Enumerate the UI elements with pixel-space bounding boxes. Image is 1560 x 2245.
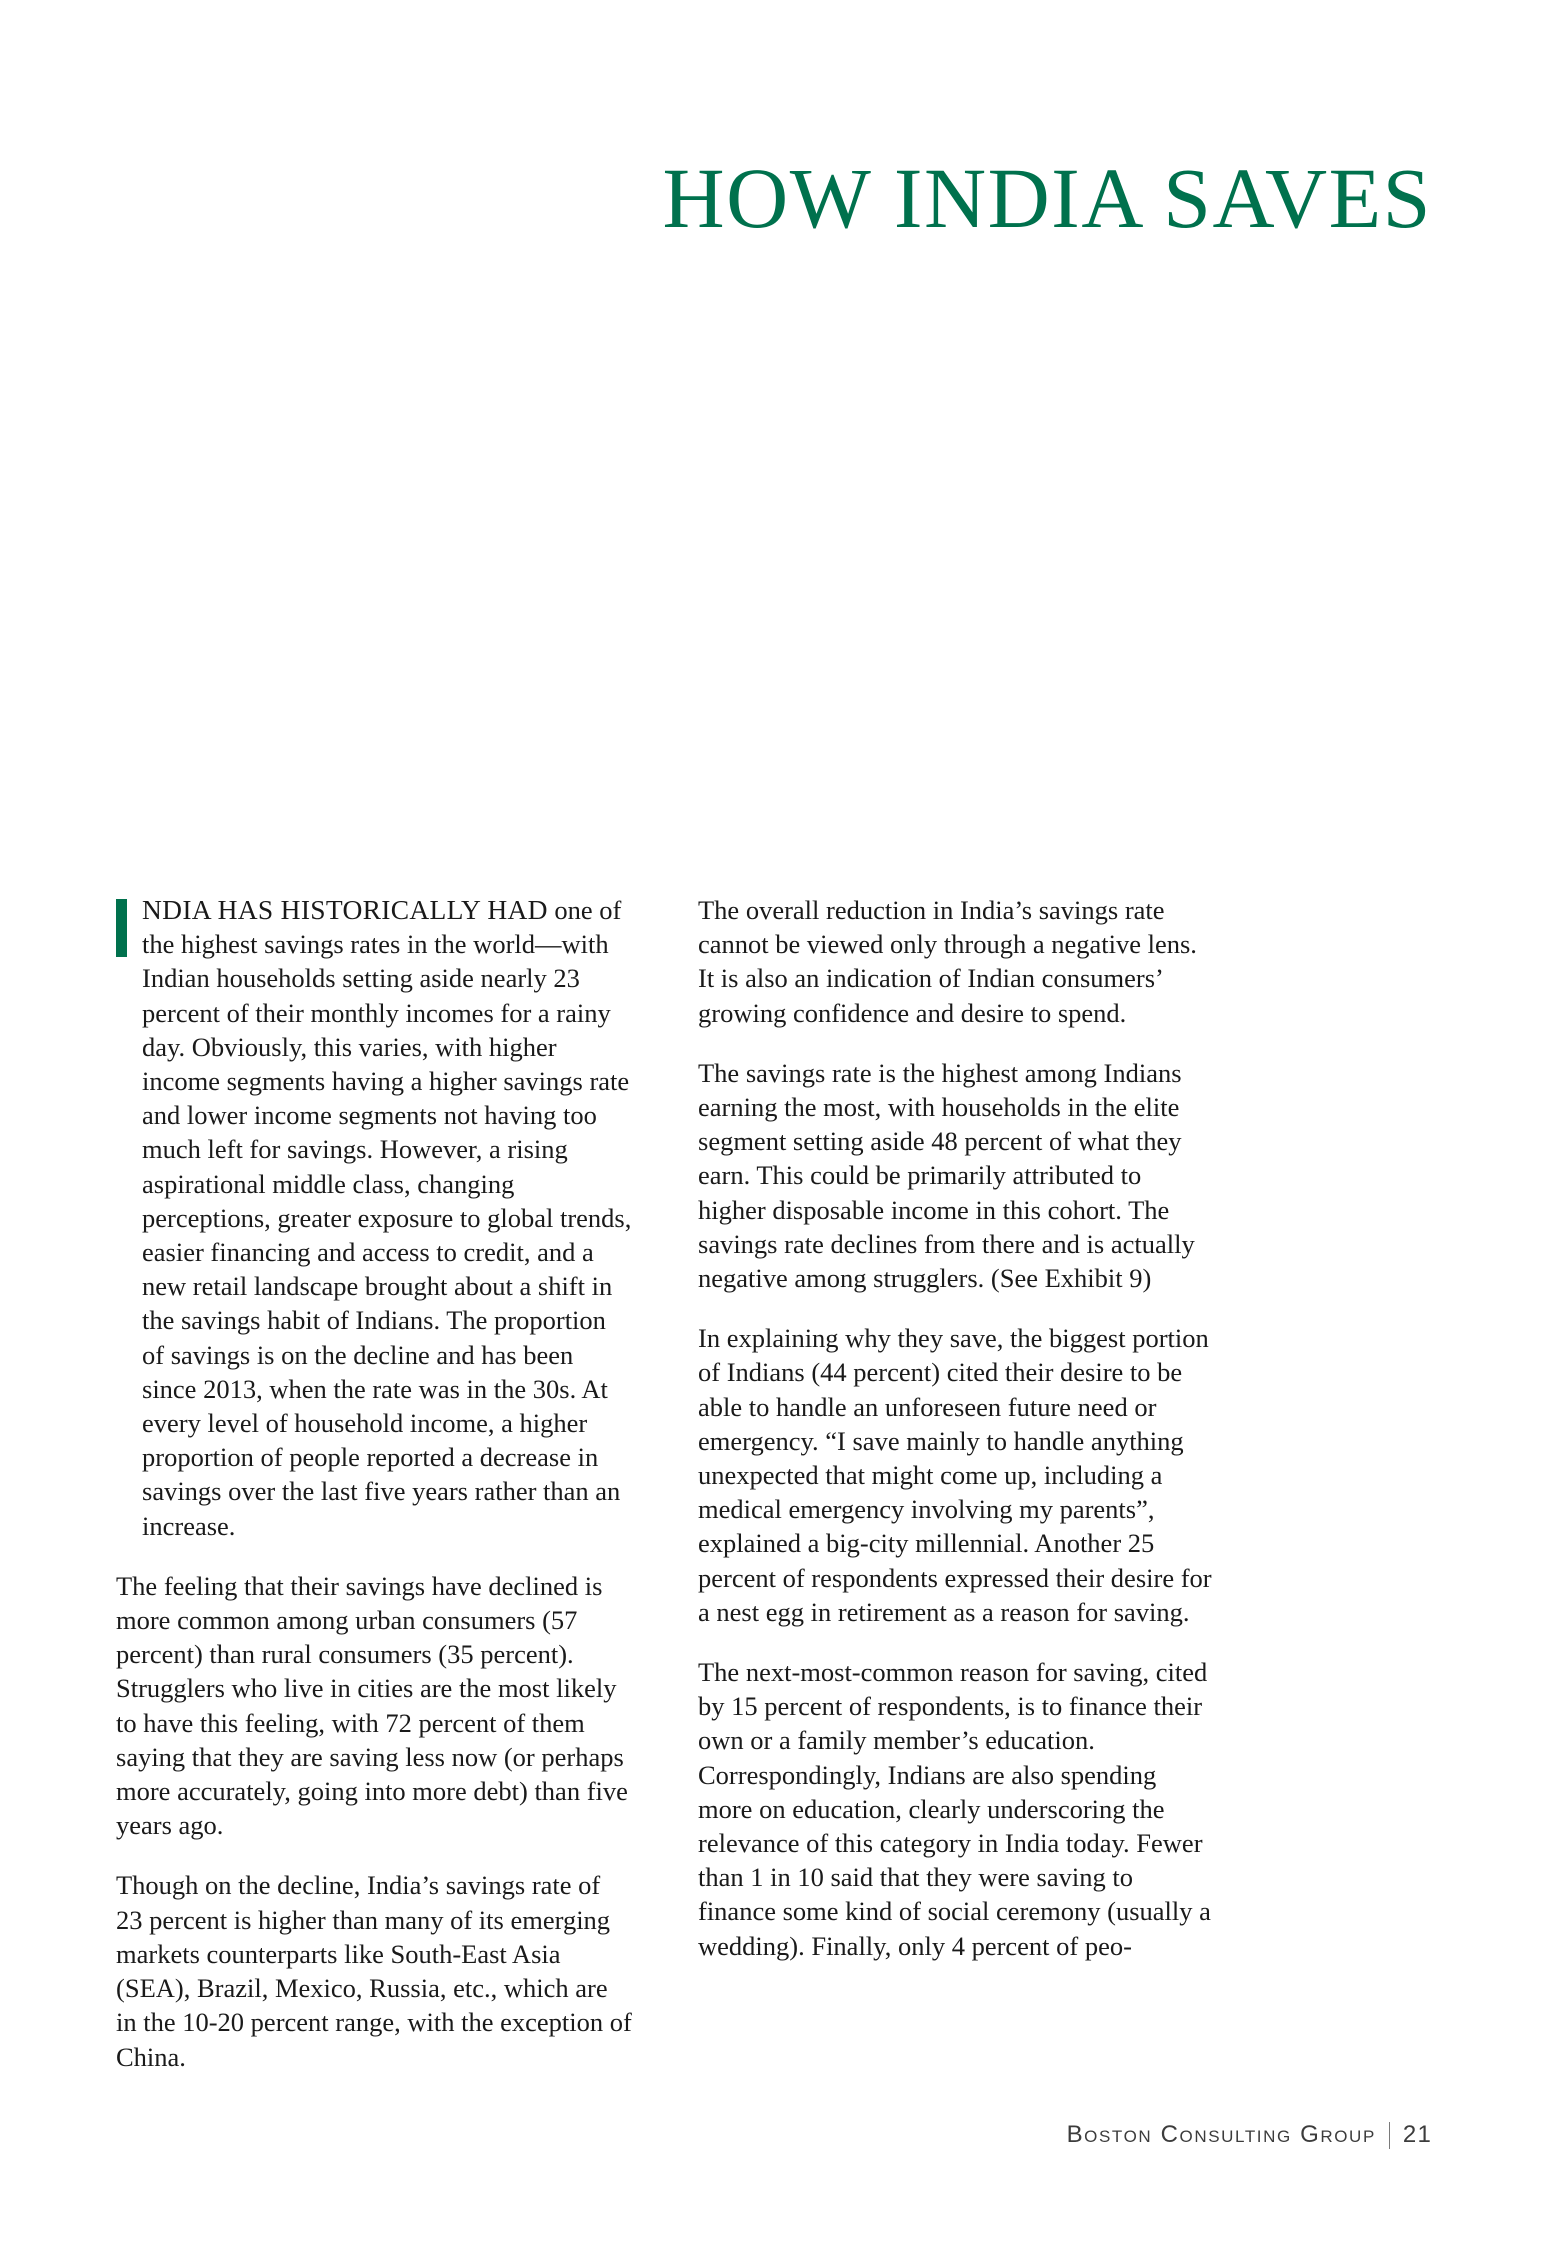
lead-paragraph-body: one of the highest savings rates in the world—with Indian households setting aside nearly 23 percent of their monthly incomes for a rainy day. Obviously, this varies, with higher income segments having a higher savings rate and lower income segments not having too much left for savings. However, a rising aspirational middle class, changing perceptions, greater exposure to global trends, easier financing and access to credit, and a new retail landscape brought about a shift in the savings habit of Indians. The proportion of savings is on the decline and has been since 2013, when the rate was in the 30s. At every level of household income, a higher proportion of people reported a decrease in savings over the last five years rather than an increase. xyxy=(142,895,632,1541)
footer-brand: Boston Consulting Group xyxy=(1066,2121,1376,2148)
paragraph: In explaining why they save, the biggest portion of Indians (44 percent) cited their desire to be able to handle an unforeseen future need or emergency. “I save mainly to handle anything unexpected that might come up, including a medical emergency involving my parents”, explained a big-city millennial. Another 25 percent of respondents expressed their desire for a nest egg in retirement as a reason for saving. xyxy=(698,1323,1212,1627)
page-footer xyxy=(1067,2121,1432,2149)
page-title: HOW INDIA SAVES xyxy=(662,150,1432,246)
title-block xyxy=(0,150,1432,246)
drop-cap-bar-icon xyxy=(116,899,127,957)
paragraph: The feeling that their savings have declined is more common among urban consumers (57 percent) than rural consumers (35 percent). Strugglers who live in cities are the most likely to have this feeling, with 72 percent of them saying that they are saving less now (or perhaps more accurately, going into more debt) than five years ago. xyxy=(116,1570,628,1841)
paragraph: The overall reduction in India’s savings rate cannot be viewed only through a negative lens. It is also an indication of Indian consumers’ growing confidence and desire to spend. xyxy=(698,895,1197,1028)
small-caps-lead-in: NDIA HAS HISTORICALLY HAD xyxy=(142,894,548,925)
lead-paragraph xyxy=(116,893,632,1543)
body-columns xyxy=(116,893,1304,2074)
footer-divider xyxy=(1389,2122,1390,2149)
paragraph: Though on the decline, India’s savings rate of 23 percent is higher than many of its emerging markets counterparts like South-East Asia (SEA), Brazil, Mexico, Russia, etc., which are in the 10-20 percent range, with the exception of China. xyxy=(116,1870,632,2072)
right-column xyxy=(698,893,1214,1963)
footer-page-number: 21 xyxy=(1402,2121,1432,2148)
paragraph: The next-most-common reason for saving, cited by 15 percent of respondents, is to finance their own or a family member’s education. Correspondingly, Indians are also spending more on education, clearly underscoring the relevance of this category in India today. Fewer than 1 in 10 said that they were saving to finance some kind of social ceremony (usually a wedding). Finally, only 4 percent of peo- xyxy=(698,1657,1211,1961)
left-column xyxy=(116,893,632,2074)
paragraph: The savings rate is the highest among Indians earning the most, with households in the elite segment setting aside 48 percent of what they earn. This could be primarily attributed to higher disposable income in this cohort. The savings rate declines from there and is actually negative among strugglers. (See Exhibit 9) xyxy=(698,1057,1195,1294)
